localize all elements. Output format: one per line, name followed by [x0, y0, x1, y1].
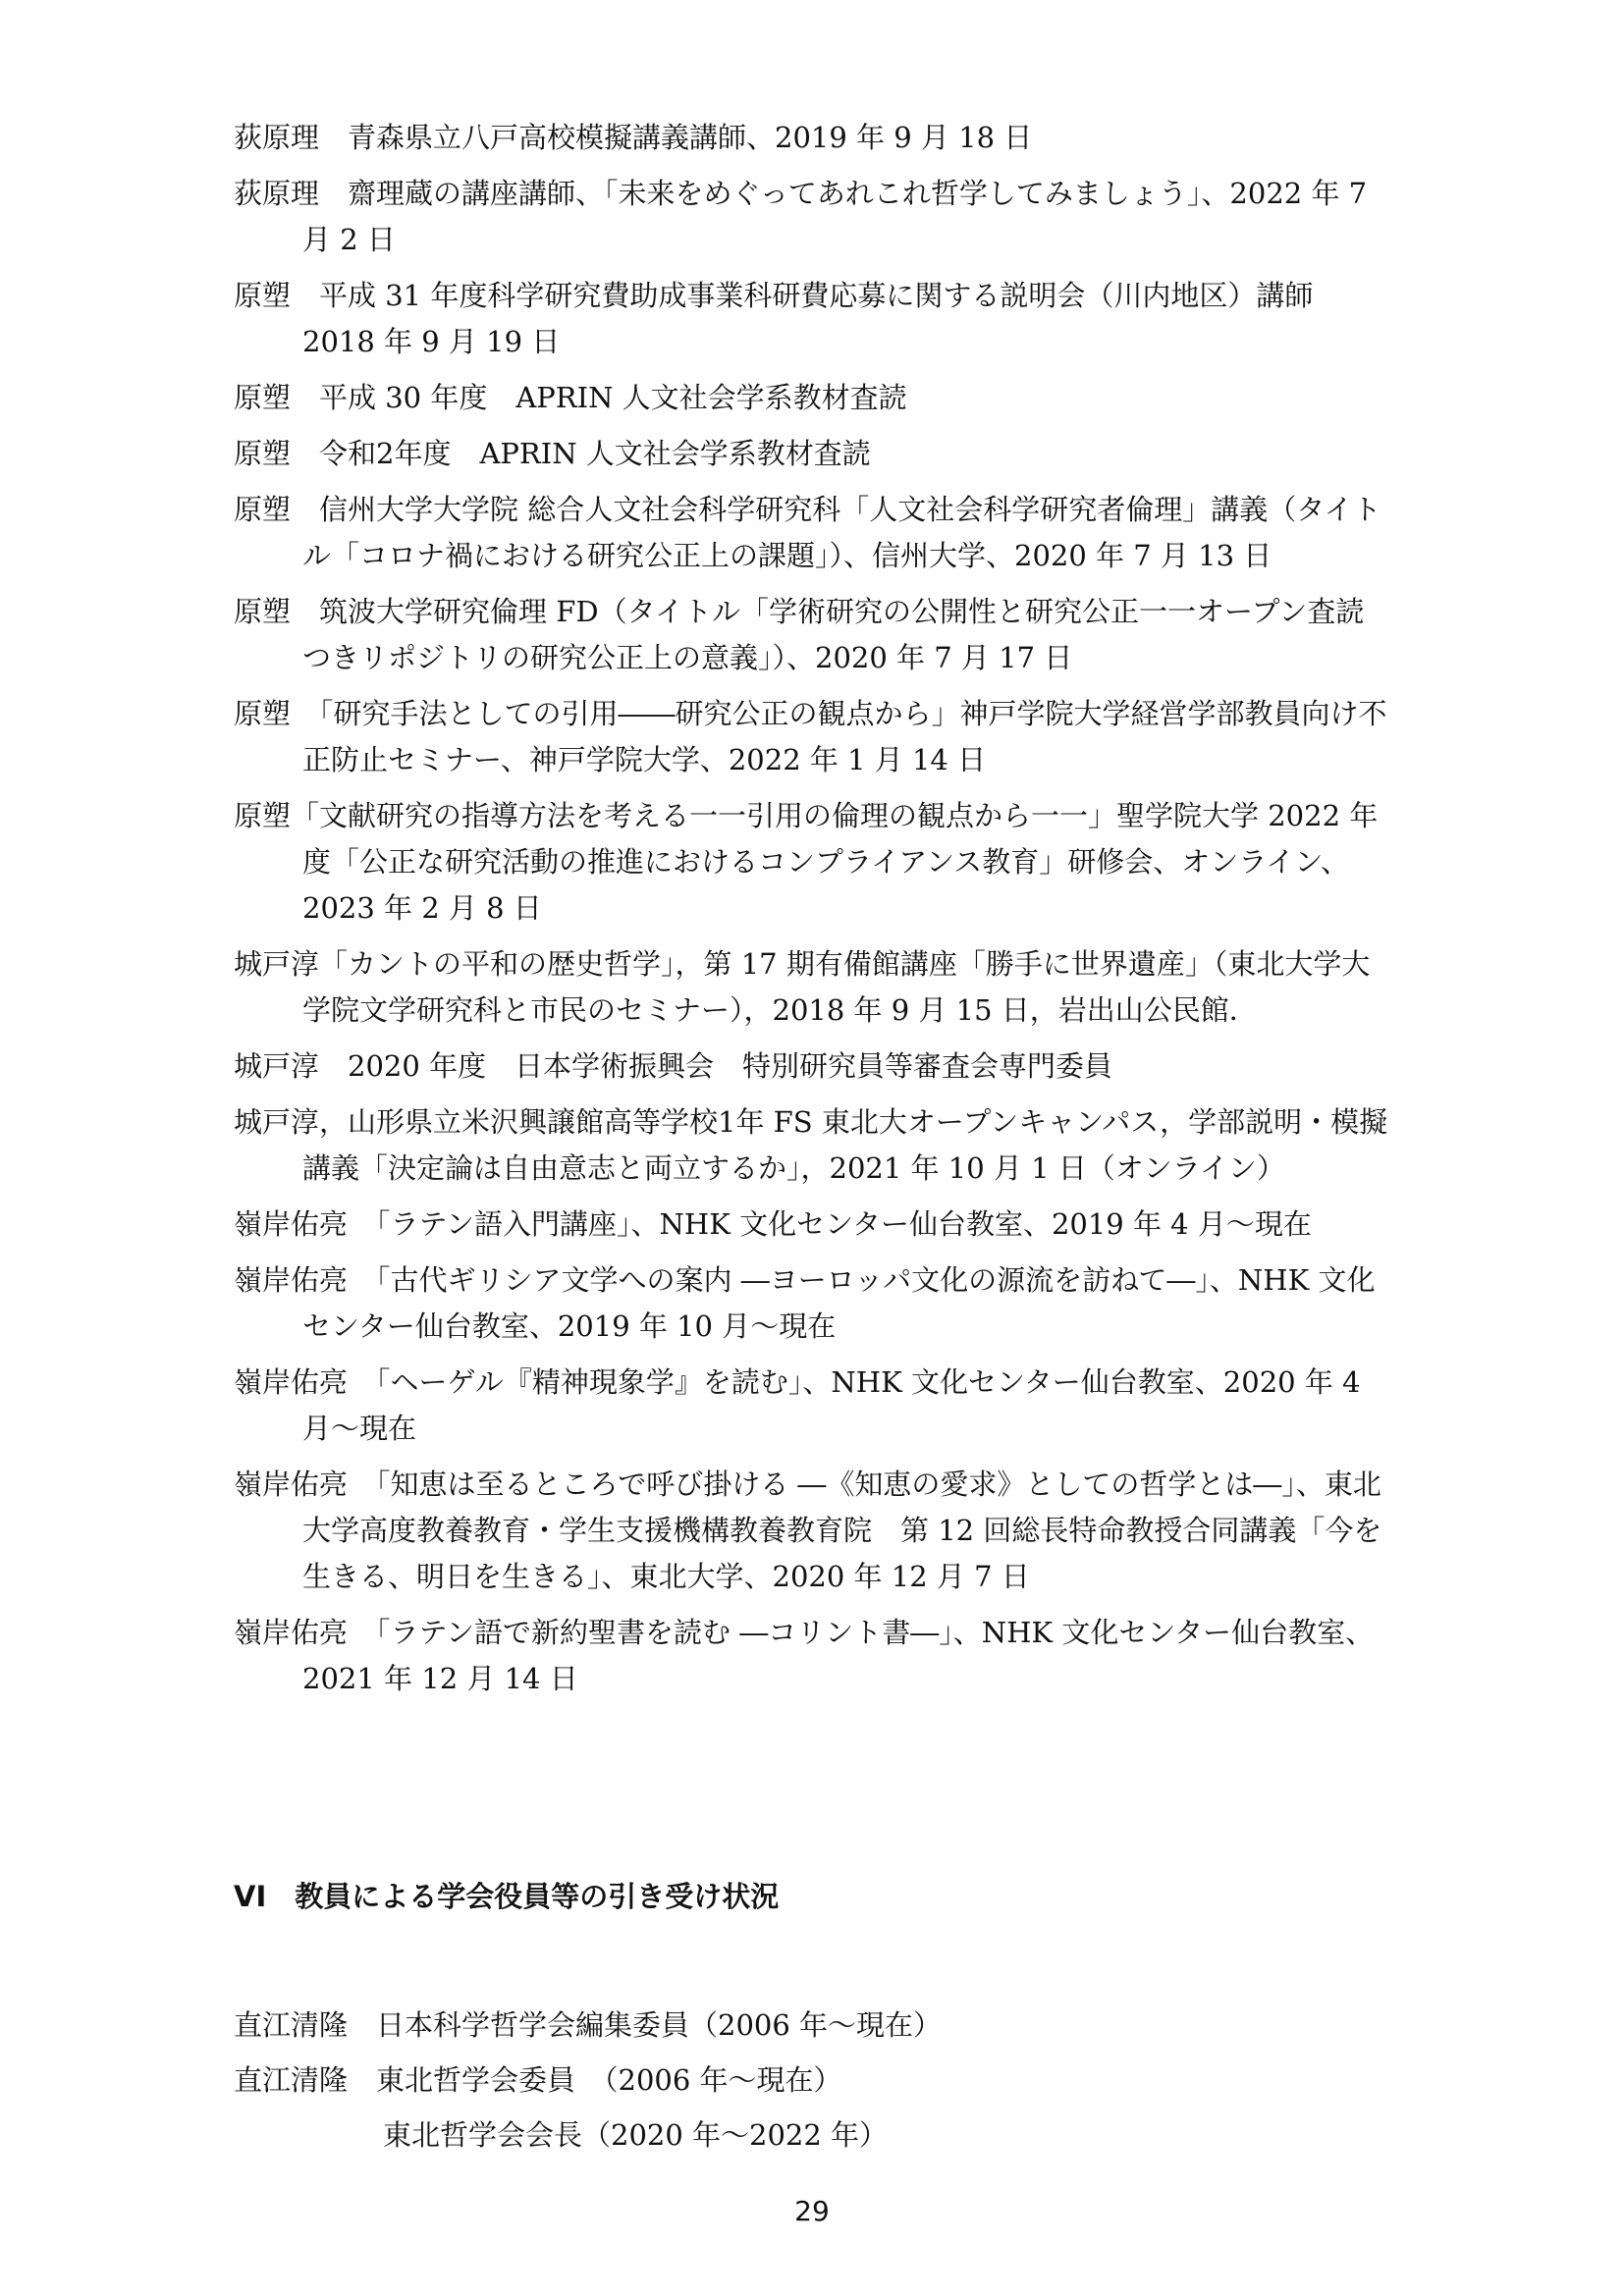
section-entry-list: [234, 2002, 1392, 2159]
list-item: 城戸淳，山形県立米沢興譲館高等学校1年 FS 東北大オープンキャンパス，学部説明・模擬講義「決定論は自由意志と両立するか」，2021 年 10 月 1 日（オンライン）: [234, 1105, 1388, 1185]
list-item: 嶺岸佑亮 「ラテン語入門講座」、NHK 文化センター仙台教室、2019 年 4 月～現在: [234, 1207, 1312, 1241]
list-item: 城戸淳 2020 年度 日本学術振興会 特別研究員等審査会専門委員: [234, 1049, 1113, 1083]
entry-list: [234, 115, 1392, 1712]
list-item: 原塑 平成 31 年度科学研究費助成事業科研費応募に関する説明会（川内地区）講師 2018 年 9 月 19 日: [234, 279, 1342, 358]
list-item: 城戸淳「カントの平和の歴史哲学」，第 17 期有備館講座「勝手に世界遺産」（東北大学大学院文学研究科と市民のセミナー），2018 年 9 月 15 日，岩出山公民館．: [234, 947, 1371, 1027]
list-item-sub: 東北哲学会会長（2020 年～2022 年）: [383, 2118, 889, 2152]
list-item: 嶺岸佑亮 「知恵は至るところで呼び掛ける ―《知恵の愛求》としての哲学とは―」、東北大学高度教養教育・学生支援機構教養教育院 第 12 回総長特命教授合同講義「今を生きる、明日を生きる」、東北大学、2020 年 12 月 7 日: [234, 1468, 1382, 1593]
list-item: 原塑 令和2年度 APRIN 人文社会学系教材査読: [234, 437, 871, 470]
list-item: 直江清隆 日本科学哲学会編集委員（2006 年～現在）: [234, 2008, 943, 2042]
list-item: 荻原理 青森県立八戸高校模擬講義講師、2019 年 9 月 18 日: [234, 121, 1033, 154]
list-item: 原塑 平成 30 年度 APRIN 人文社会学系教材査読: [234, 381, 907, 414]
list-item: 嶺岸佑亮 「ラテン語で新約聖書を読む ―コリント書―」、NHK 文化センター仙台教室、2021 年 12 月 14 日: [234, 1616, 1375, 1695]
list-item: 荻原理 齋理蔵の講座講師、「未来をめぐってあれこれ哲学してみましょう」、2022 年 7 月 2 日: [234, 177, 1368, 256]
list-item: 原塑 信州大学大学院 総合人文社会科学研究科「人文社会科学研究者倫理」講義（タイトル「コロナ禍における研究公正上の課題」）、信州大学、2020 年 7 月 13 日: [234, 493, 1381, 572]
list-item: 原塑 筑波大学研究倫理 FD（タイトル「学術研究の公開性と研究公正一一オープン査読つきリポジトリの研究公正上の意義」）、2020 年 7 月 17 日: [234, 595, 1365, 674]
list-item: 嶺岸佑亮 「古代ギリシア文学への案内 ―ヨーロッパ文化の源流を訪ねて―」、NHK 文化センター仙台教室、2019 年 10 月～現在: [234, 1263, 1376, 1343]
page-number: 29: [794, 2195, 830, 2227]
list-item: 直江清隆 東北哲学会委員 （2006 年～現在）: [234, 2063, 842, 2097]
list-item: 嶺岸佑亮 「ヘーゲル『精神現象学』を読む」、NHK 文化センター仙台教室、2020 年 4 月～現在: [234, 1365, 1361, 1445]
list-item: 原塑「文献研究の指導方法を考える一一引用の倫理の観点から一一」聖学院大学 2022 年度「公正な研究活動の推進におけるコンプライアンス教育」研修会、オンライン、2023 年 2 月 8 日: [234, 799, 1379, 925]
section-title: VI 教員による学会役員等の引き受け状況: [234, 1880, 780, 1913]
list-item: 原塑 「研究手法としての引用――研究公正の観点から」神戸学院大学経営学部教員向け不正防止セミナー、神戸学院大学、2022 年 1 月 14 日: [234, 697, 1387, 776]
